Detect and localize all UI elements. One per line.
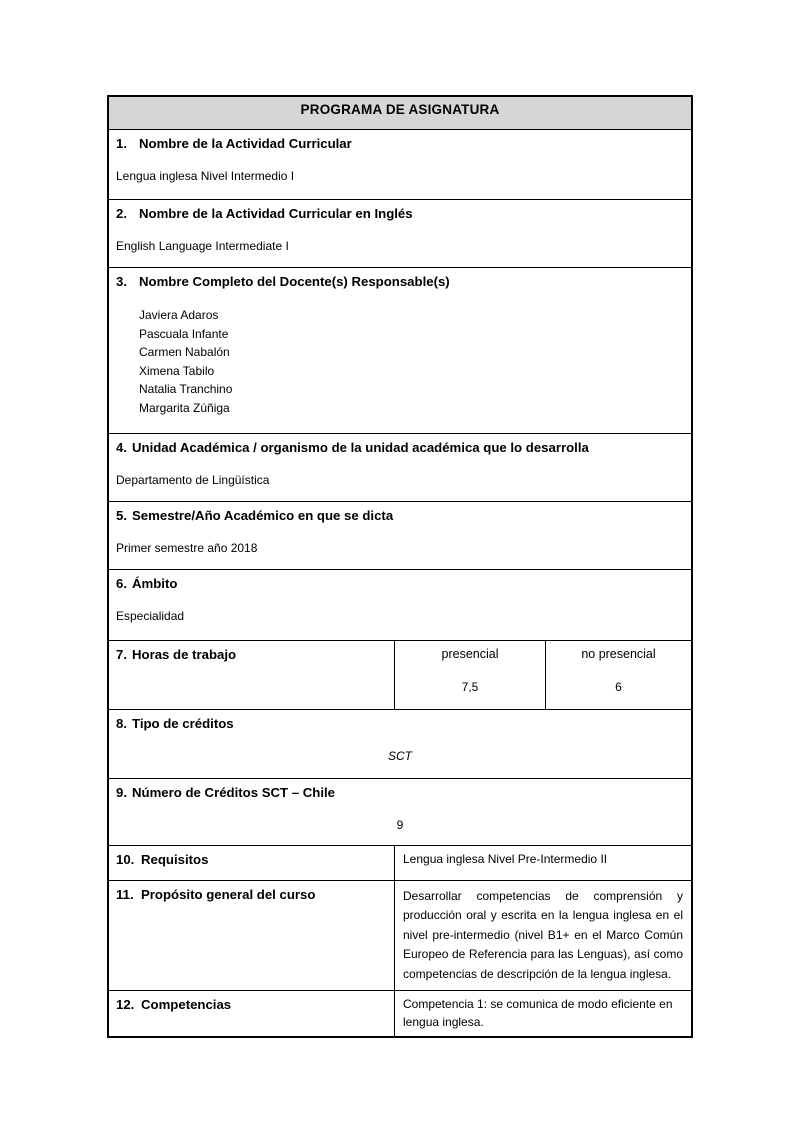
row-11-number: 11. [116, 887, 134, 902]
row-7-number: 7. [116, 647, 127, 662]
row-4-number: 4. [116, 440, 127, 455]
docente-name: Natalia Tranchino [139, 382, 233, 396]
row-3-docentes [109, 267, 691, 433]
row-12-number: 12. [116, 997, 135, 1012]
row-3-number: 3. [116, 274, 127, 289]
row-1-number: 1. [116, 136, 127, 151]
row-1-label-text: Nombre de la Actividad Curricular [139, 136, 352, 151]
row-2-label-text: Nombre de la Actividad Curricular en Inglés [139, 206, 413, 221]
row-10-requisitos [109, 845, 691, 880]
docente-name: Carmen Nabalón [139, 345, 230, 359]
row-3-label [116, 274, 684, 290]
row-10-label-cell [109, 846, 394, 880]
row-9-label [116, 785, 684, 801]
row-11-proposito [109, 880, 691, 990]
document-title: PROGRAMA DE ASIGNATURA [300, 102, 500, 117]
presencial-value: 7,5 [461, 680, 479, 694]
row-6-number: 6. [116, 576, 127, 591]
row-9-value: 9 [396, 818, 404, 832]
row-10-label [116, 852, 387, 868]
row-8-label-text: Tipo de créditos [132, 716, 234, 731]
row-5-label [116, 508, 684, 524]
row-5-number: 5. [116, 508, 127, 523]
row-1-label [116, 136, 684, 152]
row-8-tipo-creditos [109, 709, 691, 778]
row-1-nombre-actividad [109, 129, 691, 199]
row-4-label [116, 440, 684, 456]
row-11-label-cell [109, 881, 394, 990]
row-2-number: 2. [116, 206, 127, 221]
row-4-label-text: Unidad Académica / organismo de la unidad académica que lo desarrolla [132, 440, 589, 455]
docente-name: Ximena Tabilo [139, 363, 215, 378]
row-2-label [116, 206, 684, 222]
row-9-number: 9. [116, 785, 127, 800]
row-5-value: Primer semestre año 2018 [116, 541, 258, 555]
row-7-label-cell [109, 641, 394, 709]
presencial-header: presencial [441, 647, 499, 661]
row-6-label [116, 576, 684, 592]
syllabus-table [107, 95, 693, 1038]
row-5-semestre [109, 501, 691, 569]
row-7-label-text: Horas de trabajo [132, 647, 237, 662]
row-11-value: Desarrollar competencias de comprensión y producción oral y escrita en la lengua inglesa en el nivel pre-intermedio (nivel B1+ en el Marco Común Europeo de Referencia para las Lenguas), así como competencias de descripción de la lengua inglesa. [394, 881, 691, 990]
row-4-unidad-academica [109, 433, 691, 501]
row-12-label-cell [109, 991, 394, 1036]
row-12-label [116, 997, 387, 1013]
no-presencial-cell [545, 641, 691, 709]
row-3-label-text: Nombre Completo del Docente(s) Responsable(s) [139, 274, 450, 289]
docente-name: Javiera Adaros [139, 308, 219, 322]
docente-name: Margarita Zúñiga [139, 400, 230, 415]
row-2-nombre-actividad-ingles [109, 199, 691, 267]
row-7-horas-trabajo [109, 640, 691, 709]
row-8-number: 8. [116, 716, 127, 731]
row-10-label-text: Requisitos [141, 852, 209, 867]
no-presencial-value: 6 [615, 680, 622, 694]
table-header-row [109, 97, 691, 129]
row-12-value: Competencia 1: se comunica de modo eficiente en lengua inglesa. [394, 991, 691, 1036]
row-4-value: Departamento de Lingüística [116, 473, 270, 487]
row-10-value: Lengua inglesa Nivel Pre-Intermedio II [394, 846, 691, 880]
row-11-label-text: Propósito general del curso [141, 887, 316, 902]
row-6-label-text: Ámbito [132, 576, 178, 591]
row-11-label [116, 887, 387, 903]
row-10-number: 10. [116, 852, 135, 867]
docente-name: Pascuala Infante [139, 326, 229, 341]
row-12-competencias [109, 990, 691, 1036]
row-7-label [116, 647, 387, 663]
row-1-value: Lengua inglesa Nivel Intermedio I [116, 169, 295, 183]
row-12-label-text: Competencias [141, 997, 232, 1012]
row-8-label [116, 716, 684, 732]
docentes-list [116, 306, 684, 417]
row-8-value: SCT [388, 749, 412, 763]
no-presencial-header: no presencial [581, 647, 656, 661]
row-9-label-text: Número de Créditos SCT – Chile [132, 785, 335, 800]
row-5-label-text: Semestre/Año Académico en que se dicta [132, 508, 394, 523]
row-6-ambito [109, 569, 691, 640]
presencial-cell [394, 641, 545, 709]
row-6-value: Especialidad [116, 609, 185, 623]
row-9-numero-creditos [109, 778, 691, 845]
row-2-value: English Language Intermediate I [116, 239, 289, 253]
